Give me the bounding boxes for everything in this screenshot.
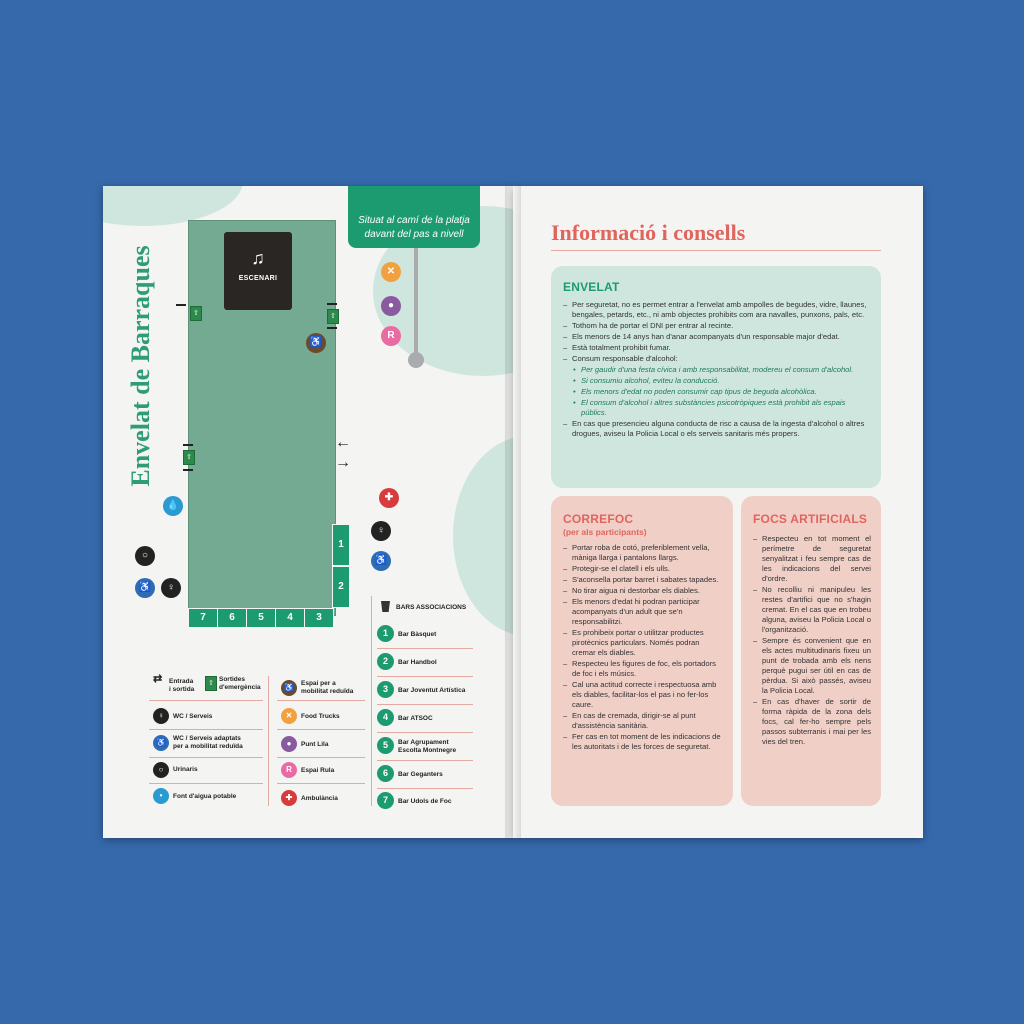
list-item: – Sempre és convenient que en els actes multitudinaris fixeu un punt de trobada amb els nens perquè pugui ser útil en cas de pèrdua. Si això passés, aviseu la Policia Local.: [753, 636, 871, 696]
legend-entry-exit: [169, 678, 194, 694]
entry-exit-icon: ⇄: [153, 673, 163, 685]
legend-rule: [377, 788, 473, 789]
list-item: – Respecteu les figures de foc, els portadors de foc i els músics.: [563, 659, 721, 679]
legend-text: WC / Serveis adaptats: [173, 735, 241, 742]
legend-food-trucks: Food Trucks: [301, 713, 340, 720]
list-subitem: • Els menors d'edat no poden consumir cap tipus de beguda alcohòlica.: [563, 387, 869, 397]
legend-text: Espai per a: [301, 680, 336, 687]
legend-divider: [371, 596, 372, 806]
bar-spot-4: 4: [275, 608, 305, 628]
exit-marker: [183, 444, 193, 446]
wc-adapted-icon: ♿: [135, 578, 155, 598]
list-item: – Portar roba de cotó, preferiblement vella, màniga llarga i pantalons llargs.: [563, 543, 721, 563]
bar-circle-4: 4: [377, 709, 394, 726]
list-item: – En cas de cremada, dirigir-se al punt d'assistència sanitària.: [563, 711, 721, 731]
legend-wc-adapted: [173, 735, 243, 751]
bar-name-1: Bar Bàsquet: [398, 631, 437, 638]
legend-text: Escolta Montnegre: [398, 747, 457, 754]
correfoc-heading: CORREFOC: [563, 512, 634, 526]
legend-rule: [377, 676, 473, 677]
bar-spot-5: 5: [246, 608, 276, 628]
legend-text: Entrada: [169, 678, 194, 685]
list-item: – Els menors de 14 anys han d'anar acompanyats d'un responsable major d'edat.: [563, 332, 869, 342]
bar-circle-6: 6: [377, 765, 394, 782]
exit-marker: [327, 327, 337, 329]
wc-icon: ♀: [371, 521, 391, 541]
focs-card: [741, 496, 881, 806]
bar-circle-1: 1: [377, 625, 394, 642]
bar-name-3: Bar Joventut Artística: [398, 687, 466, 694]
wc-adapted-icon: ♿: [371, 551, 391, 571]
envelat-card: [551, 266, 881, 488]
ambulance-icon: ✚: [379, 488, 399, 508]
food-truck-icon: ✕: [381, 262, 401, 282]
bar-spot-6: 6: [217, 608, 247, 628]
legend-rule: [149, 729, 263, 730]
list-item: – Consum responsable d'alcohol:: [563, 354, 869, 364]
correfoc-list: [563, 543, 721, 752]
bar-name-4: Bar ATSOC: [398, 715, 433, 722]
espai-rula-icon: R: [281, 762, 297, 778]
list-item: – Fer cas en tot moment de les indicacions de les autoritats i de les forces de seguretat.: [563, 732, 721, 752]
ambulance-icon: ✚: [281, 790, 297, 806]
legend-espai-rula: Espai Rula: [301, 767, 335, 774]
punt-lila-icon: ●: [281, 736, 297, 752]
urinal-icon: ○: [135, 546, 155, 566]
bar-spot-1: 1: [332, 524, 350, 566]
legend-wc: WC / Serveis: [173, 713, 213, 720]
list-item: – En cas d'haver de sortir de forma ràpida de la zona dels focs, cal fer-ho sempre pels passos subterranis i mai per les vies del tren.: [753, 697, 871, 747]
list-item: – Cal una actitud correcte i respectuosa amb els diables, facilitar-los el pas i no fer-los caure.: [563, 680, 721, 710]
envelat-list: [563, 300, 869, 439]
list-item: – Respecteu en tot moment el perímetre de seguretat senyalitzat i feu sempre cas de les indicacions del servei d'ordre.: [753, 534, 871, 584]
entry-arrow-icon: ←: [335, 434, 351, 451]
list-item: – Tothom ha de portar el DNI per entrar al recinte.: [563, 321, 869, 331]
list-item: – En cas que presencieu alguna conducta de risc a causa de la ingesta d'alcohol o altres drogues, aviseu la Policia Local o els serveis sanitaris més propers.: [563, 419, 869, 439]
water-fountain-icon: 💧: [163, 496, 183, 516]
espai-rula-icon: R: [381, 326, 401, 346]
bar-spot-2: 2: [332, 566, 350, 608]
legend-text: mobilitat reduïda: [301, 688, 354, 695]
bar-name-6: Bar Geganters: [398, 771, 443, 778]
exit-marker: [183, 469, 193, 471]
title-rule: [551, 250, 881, 251]
cup-icon: [381, 601, 390, 612]
reduced-mobility-icon: ♿: [281, 680, 297, 696]
exit-arrow-icon: →: [335, 454, 351, 471]
bar-spot-7: 7: [188, 608, 218, 628]
list-item: – Protegir-se el clatell i els ulls.: [563, 564, 721, 574]
list-subitem: • El consum d'alcohol i altres substàncies psicotròpiques està prohibit als espais públics.: [563, 398, 869, 418]
exit-marker: [176, 304, 186, 306]
list-item: – S'aconsella portar barret i sabates tapades.: [563, 575, 721, 585]
emergency-exit-icon: ⇧: [183, 450, 195, 465]
location-banner: [348, 186, 480, 248]
legend-rule: [277, 783, 365, 784]
emergency-exit-icon: ⇧: [205, 676, 217, 691]
bar-circle-2: 2: [377, 653, 394, 670]
list-subitem: • Per gaudir d'una festa cívica i amb responsabilitat, modereu el consum d'alcohol.: [563, 365, 869, 375]
legend-text: Bar Agrupament: [398, 739, 449, 746]
bar-name-7: Bar Udols de Foc: [398, 798, 452, 805]
legend-rule: [149, 700, 263, 701]
legend-ambulance: Ambulància: [301, 795, 338, 802]
bar-spot-3: 3: [304, 608, 334, 628]
legend-text: per a mobilitat reduïda: [173, 743, 243, 750]
legend-text: i sortida: [169, 686, 195, 693]
legend-punt-lila: Punt Lila: [301, 741, 329, 748]
bar-name-2: Bar Handbol: [398, 659, 437, 666]
legend-rule: [377, 704, 473, 705]
legend-text: d'emergència: [219, 684, 261, 691]
emergency-exit-icon: ⇧: [327, 309, 339, 324]
road: [414, 248, 418, 366]
wc-icon: ♀: [153, 708, 169, 724]
banner-line-2: davant del pas a nivell: [364, 229, 464, 240]
legend-rule: [377, 760, 473, 761]
banner-line-1: Situat al camí de la platja: [358, 215, 470, 226]
bars-title: BARS ASSOCIACIONS: [396, 604, 467, 611]
list-item: – Està totalment prohibit fumar.: [563, 343, 869, 353]
correfoc-subtitle: (per als participants): [563, 527, 647, 537]
list-item: – No tirar aigua ni destorbar els diables.: [563, 586, 721, 596]
info-title: Informació i consells: [551, 220, 746, 245]
list-item: – Per seguretat, no es permet entrar a l'envelat amb ampolles de begudes, vidre, llaunes, bengales, petards, etc., ni amb objectes prohibits com ara navalles, punxons, pals, etc.: [563, 300, 869, 320]
punt-lila-icon: ●: [381, 296, 401, 316]
map-title: Envelat de Barraques: [126, 245, 155, 487]
list-item: – No recolliu ni manipuleu les restes d'artifici que no s'hagin cremat. En el cas que en trobeu alguna, aviseu la Policia Local o l'organització.: [753, 585, 871, 635]
legend-rule: [277, 757, 365, 758]
emergency-exit-icon: ⇧: [190, 306, 202, 321]
legend-rule: [277, 729, 365, 730]
correfoc-card: [551, 496, 733, 806]
food-truck-icon: ✕: [281, 708, 297, 724]
list-item: – Es prohibeix portar o utilitzar productes pirotècnics particulars. Només podran cremar els diables.: [563, 628, 721, 658]
exit-marker: [327, 303, 337, 305]
bar-name-5: [398, 739, 456, 755]
legend-text: Sortides: [219, 676, 246, 683]
wc-icon: ♀: [161, 578, 181, 598]
legend-rule: [277, 700, 365, 701]
legend-rule: [377, 648, 473, 649]
legend-divider: [268, 676, 269, 806]
legend-reduced-mobility: [301, 680, 353, 696]
legend-emergency: [219, 676, 261, 692]
legend-rule: [149, 783, 263, 784]
stage: [224, 232, 292, 310]
water-fountain-icon: •: [153, 788, 169, 804]
reduced-mobility-icon: ♿: [306, 333, 326, 353]
list-item: – Els menors d'edat hi podran participar acompanyats d'un adult que se'n responsabilitzi.: [563, 597, 721, 627]
envelat-heading: ENVELAT: [563, 280, 620, 294]
legend-rule: [149, 757, 263, 758]
bar-circle-3: 3: [377, 681, 394, 698]
wc-adapted-icon: ♿: [153, 735, 169, 751]
bar-circle-5: 5: [377, 737, 394, 754]
stage-label: ESCENARI: [238, 275, 278, 282]
map-page: [103, 186, 513, 838]
microphone-icon: ♫: [251, 248, 265, 268]
bar-circle-7: 7: [377, 792, 394, 809]
legend-urinals: Urinaris: [173, 766, 198, 773]
info-page: [513, 186, 923, 838]
road-end: [408, 352, 424, 368]
urinal-icon: ○: [153, 762, 169, 778]
legend-rule: [377, 732, 473, 733]
focs-list: [753, 534, 871, 747]
legend-fountain: Font d'aigua potable: [173, 793, 237, 800]
focs-heading: FOCS ARTIFICIALS: [753, 512, 868, 526]
list-subitem: • Si consumiu alcohol, eviteu la conducció.: [563, 376, 869, 386]
